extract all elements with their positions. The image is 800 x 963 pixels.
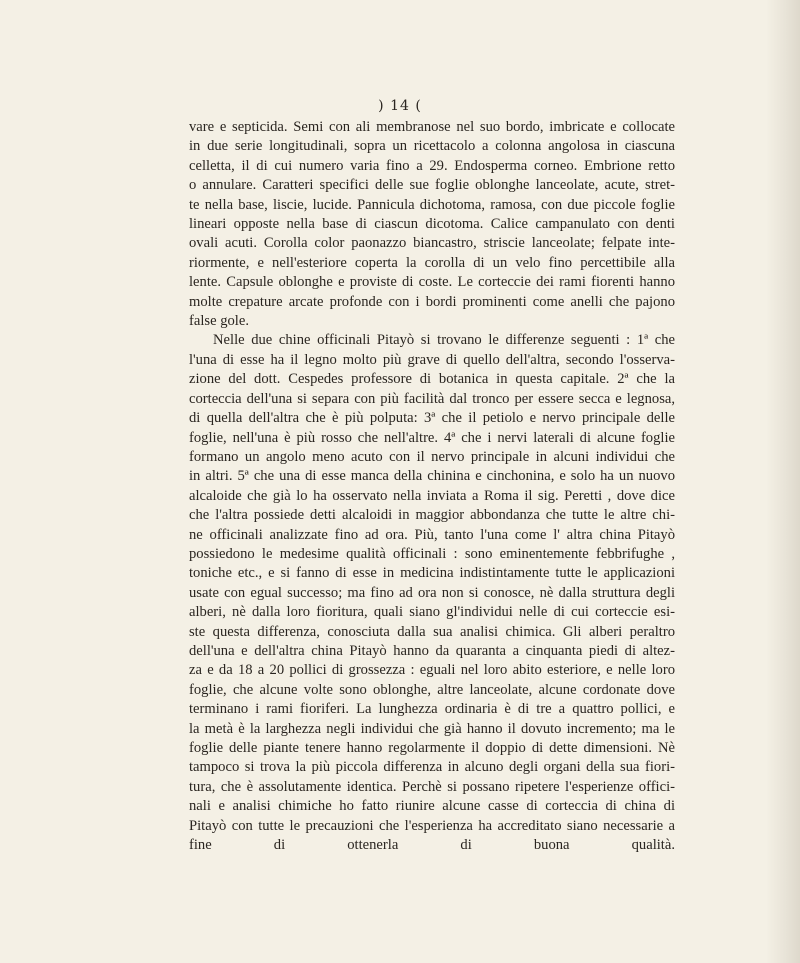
- text-line: che l'altra possiede detti alcaloidi in maggior abbondanza che tutte le altre chi-: [189, 507, 675, 524]
- page-number: ) 14 (: [378, 98, 422, 114]
- text-line: Pitayò con tutte le precauzioni che l'esperienza ha accreditato siano necessarie a: [189, 817, 675, 834]
- text-line: la metà è la larghezza negli individui che già hanno il dovuto incremento; ma le: [189, 720, 675, 737]
- text-line: di quella dell'altra che è più polputa: 3ª che il petiolo e nervo principale delle: [189, 410, 675, 427]
- text-line: ste questa differenza, conosciuta dalla sua analisi chimica. Gli alberi peraltro: [189, 623, 675, 640]
- text-line: lente. Capsule oblonghe e proviste di coste. Le corteccie dei rami fiorenti hanno: [189, 274, 675, 291]
- text-line: toniche etc., e si fanno di esse in medicina indistintamente tutte le applicazioni: [189, 565, 675, 582]
- text-line: Nelle due chine officinali Pitayò si trovano le differenze seguenti : 1ª che: [213, 332, 675, 349]
- text-line: vare e septicida. Semi con ali membranose nel suo bordo, imbricate e collocate: [189, 119, 675, 135]
- text-line: corteccia dell'una si separa con più facilità dal tronco per essere secca e legnosa,: [189, 390, 675, 407]
- text-line: alcaloide che già lo ha osservato nella inviata a Roma il sig. Peretti , dove dice: [189, 487, 675, 504]
- text-line: formano un angolo meno acuto con il nervo principale in alcuni individui che: [189, 448, 675, 465]
- text-line: zione del dott. Cespedes professore di botanica in questa capitale. 2ª che la: [189, 371, 675, 388]
- text-line: alberi, nè dalla loro fioritura, quali siano gl'individui nelle di cui corteccie esi-: [189, 604, 675, 621]
- text-line: in altri. 5ª che una di esse manca della chinina e cinchonina, e solo ha un nuovo: [189, 468, 675, 485]
- text-line: fine di ottenerla di buona qualità.: [189, 837, 675, 854]
- text-line: dell'una e dell'altra china Pitayò hanno da quaranta a cinquanta piedi di altez-: [189, 642, 675, 659]
- text-line: za e da 18 a 20 pollici di grossezza : eguali nel loro abito esteriore, e nelle loro: [189, 662, 675, 679]
- text-line: foglie delle piante tenere hanno regolarmente il doppio di dette dimensioni. Nè: [189, 740, 675, 756]
- text-line: possiedono le medesime qualità officinali : sono eminentemente febbrifughe ,: [189, 545, 675, 562]
- text-line: o annulare. Caratteri specifici delle sue foglie oblonghe lanceolate, acute, stret-: [189, 177, 675, 194]
- text-line: riormente, e nell'esteriore coperta la corolla di un velo fino percettibile alla: [189, 254, 675, 271]
- text-line: false gole.: [189, 313, 249, 330]
- text-line: lineari opposte nella base di ciascun dicotoma. Calice campanulato con denti: [189, 216, 675, 233]
- text-line: ovali acuti. Corolla color paonazzo biancastro, striscie lanceolate; felpate inte-: [189, 235, 675, 252]
- body-text: [189, 118, 675, 855]
- text-line: terminano i rami fioriferi. La lunghezza ordinaria è di tre a quattro pollici, e: [189, 701, 675, 718]
- text-line: tura, che è assolutamente identica. Perchè si possano ripetere l'esperienze offici-: [189, 778, 675, 795]
- text-line: ne officinali analizzate fino ad ora. Più, tanto l'una come l' altra china Pitayò: [189, 526, 675, 543]
- text-line: celletta, il di cui numero varia fino a 29. Endosperma corneo. Embrione retto: [189, 157, 675, 174]
- page-fold-shadow: [766, 0, 800, 963]
- text-line: l'una di esse ha il legno molto più grave di quello dell'altra, secondo l'osserva-: [189, 351, 675, 368]
- text-line: molte crepature arcate profonde con i bordi prominenti come anelli che pajono: [189, 293, 675, 310]
- text-line: foglie, che alcune volte sono oblonghe, altre lanceolate, alcune cordonate dove: [189, 681, 675, 698]
- text-line: tampoco si trova la più piccola differenza in alcuno degli organi della sua fiori-: [189, 759, 675, 776]
- text-line: usate con egual successo; ma fino ad ora non si conosce, nè dalla struttura degli: [189, 584, 675, 601]
- text-line: te nella base, liscie, lucide. Pannicula dichotoma, ramosa, con due piccole foglie: [189, 196, 675, 213]
- text-line: in due serie longitudinali, sopra un ricettacolo a colonna angolosa in ciascuna: [189, 138, 675, 155]
- text-line: foglie, nell'una è più rosso che nell'altre. 4ª che i nervi laterali di alcune foglie: [189, 429, 675, 446]
- text-line: nali e analisi chimiche ho fatto riunire alcune casse di corteccia di china di: [189, 798, 675, 815]
